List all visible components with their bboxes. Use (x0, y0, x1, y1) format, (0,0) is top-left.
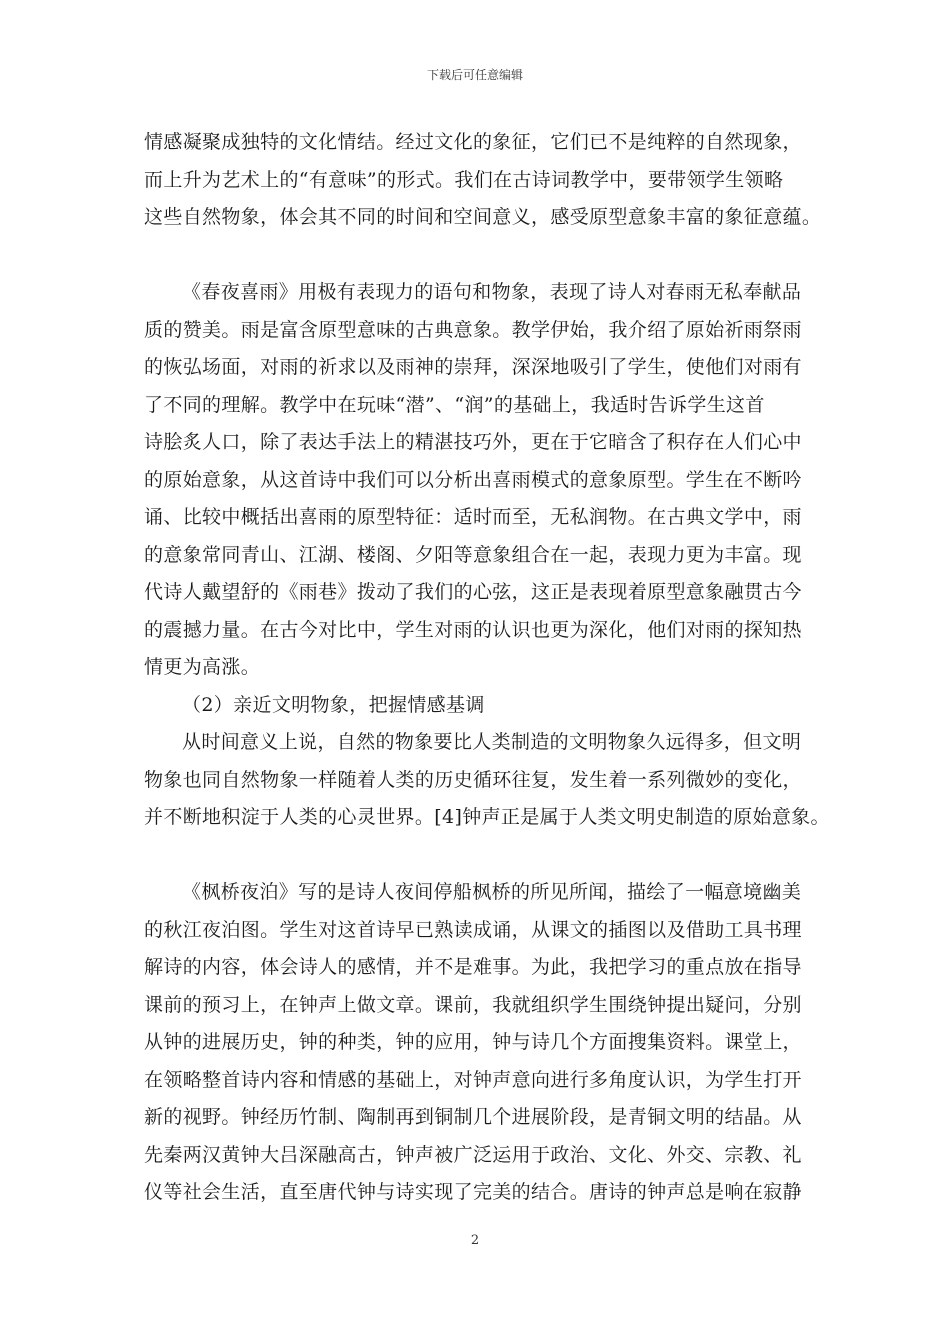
text-line: 《枫桥夜泊》写的是诗人夜间停船枫桥的所见所闻，描绘了一幅意境幽美 (182, 881, 802, 903)
paragraph-civilization-images (144, 724, 830, 837)
text-line: 情感凝聚成独特的文化情结。经过文化的象征，它们已不是纯粹的自然现象， (144, 131, 802, 153)
text-line: 的震撼力量。在古今对比中，学生对雨的认识也更为深化，他们对雨的探知热 (144, 618, 802, 641)
text-line: 诗脍炙人口，除了表达手法上的精湛技巧外，更在于它暗含了积存在人们心中 (144, 431, 802, 453)
heading-line: （2）亲近文明物象，把握情感基调 (182, 693, 485, 716)
section-heading (144, 687, 824, 725)
text-line: 仪等社会生活，直至唐代钟与诗实现了完美的结合。唐诗的钟声总是响在寂静 (144, 1181, 802, 1203)
text-line: 解诗的内容，体会诗人的感情，并不是难事。为此，我把学习的重点放在指导 (144, 956, 802, 978)
text-line: 而上升为艺术上的“有意味”的形式。我们在古诗词教学中，要带领学生领略 (144, 168, 784, 191)
text-line: 的原始意象，从这首诗中我们可以分析出喜雨模式的意象原型。学生在不断吟 (144, 468, 802, 491)
paragraph-maple-bridge (144, 874, 824, 1212)
paragraph-spring-rain (144, 274, 824, 687)
text-line: 这些自然物象，体会其不同的时间和空间意义，感受原型意象丰富的象征意蕴。 (144, 206, 822, 228)
text-line: 的意象常同青山、江湖、楼阁、夕阳等意象组合在一起，表现力更为丰富。现 (144, 543, 802, 566)
text-line: 从时间意义上说，自然的物象要比人类制造的文明物象久远得多，但文明 (182, 731, 802, 753)
body-text (144, 124, 830, 1212)
text-line: 从钟的进展历史，钟的种类，钟的应用，钟与诗几个方面搜集资料。课堂上， (144, 1031, 802, 1053)
text-line: 了不同的理解。教学中在玩味“潜”、“润”的基础上，我适时告诉学生这首 (144, 393, 765, 416)
text-line: 的秋江夜泊图。学生对这首诗早已熟读成诵，从课文的插图以及借助工具书理 (144, 918, 802, 941)
text-line: 质的赞美。雨是富含原型意味的古典意象。教学伊始，我介绍了原始祈雨祭雨 (144, 318, 802, 341)
text-line: 的恢弘场面，对雨的祈求以及雨神的崇拜，深深地吸引了学生，使他们对雨有 (144, 356, 802, 378)
text-line: 物象也同自然物象一样随着人类的历史循环往复，发生着一系列微妙的变化， (144, 768, 802, 791)
page-number: 2 (470, 1233, 480, 1248)
paragraph-spacer (144, 237, 824, 275)
text-line: 在领略整首诗内容和情感的基础上，对钟声意向进行多角度认识，为学生打开 (144, 1068, 802, 1091)
text-line: 先秦两汉黄钟大吕深融高古，钟声被广泛运用于政治、文化、外交、宗教、礼 (144, 1143, 802, 1166)
paragraph-spacer (144, 837, 824, 875)
text-line: 课前的预习上，在钟声上做文章。课前，我就组织学生围绕钟提出疑问，分别 (144, 993, 802, 1016)
text-line: 新的视野。钟经历竹制、陶制再到铜制几个进展阶段，是青铜文明的结晶。从 (144, 1106, 802, 1128)
text-line: 《春夜喜雨》用极有表现力的语句和物象，表现了诗人对春雨无私奉献品 (182, 281, 802, 303)
text-line: 并不断地积淀于人类的心灵世界。[4]钟声正是属于人类文明史制造的原始意象。 (144, 806, 830, 828)
text-line: 代诗人戴望舒的《雨巷》拨动了我们的心弦，这正是表现着原型意象融贯古今 (144, 581, 802, 603)
paragraph-cultural-symbols (144, 124, 824, 237)
page-header: 下载后可任意编辑 (426, 68, 523, 82)
text-line: 情更为高涨。 (144, 656, 261, 678)
text-line: 诵、比较中概括出喜雨的原型特征：适时而至，无私润物。在古典文学中，雨 (144, 506, 802, 528)
